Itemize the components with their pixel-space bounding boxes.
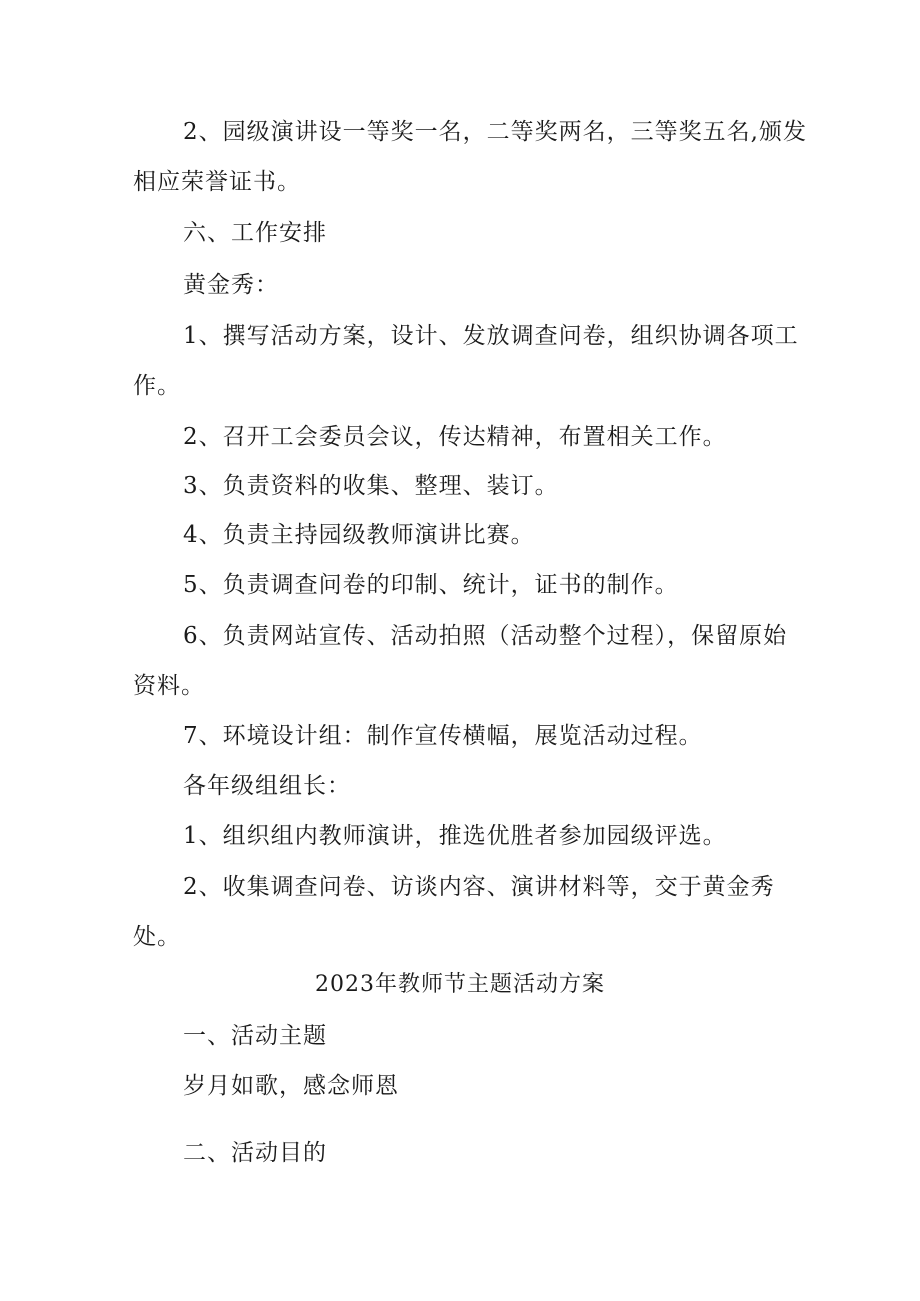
duty-item-5: 5、负责调查问卷的印制、统计，证书的制作。 <box>183 572 679 598</box>
duty-item-6-line1: 6、负责网站宣传、活动拍照（活动整个过程），保留原始 <box>183 623 788 649</box>
paragraph-award-line1: 2、园级演讲设一等奖一名，二等奖两名，三等奖五名,颁发 <box>183 119 807 145</box>
document-title: 2023年教师节主题活动方案 <box>315 972 605 997</box>
theme-text: 岁月如歌，感念师恩 <box>183 1073 399 1099</box>
duty-item-4: 4、负责主持园级教师演讲比赛。 <box>183 522 535 548</box>
duty-item-7: 7、环境设计组：制作宣传横幅，展览活动过程。 <box>183 723 703 749</box>
person-name-label: 黄金秀： <box>183 272 279 298</box>
duty-item-1-line2: 作。 <box>133 373 181 399</box>
leader-item-2-line2: 处。 <box>133 924 181 950</box>
leader-item-2-line1: 2、收集调查问卷、访谈内容、演讲材料等，交于黄金秀 <box>183 874 775 900</box>
duty-item-6-line2: 资料。 <box>133 673 205 699</box>
duty-item-2: 2、召开工会委员会议，传达精神，布置相关工作。 <box>183 424 727 450</box>
leader-item-1: 1、组织组内教师演讲，推选优胜者参加园级评选。 <box>183 823 727 849</box>
section-heading-purpose: 二、活动目的 <box>183 1140 327 1166</box>
duty-item-1-line1: 1、撰写活动方案，设计、发放调查问卷，组织协调各项工 <box>183 323 799 349</box>
paragraph-award-line2: 相应荣誉证书。 <box>133 169 301 195</box>
duty-item-3: 3、负责资料的收集、整理、装订。 <box>183 473 559 499</box>
section-heading-theme: 一、活动主题 <box>183 1023 327 1049</box>
group-leaders-label: 各年级组组长： <box>183 773 351 799</box>
section-heading-work-arrangement: 六、工作安排 <box>183 220 327 246</box>
